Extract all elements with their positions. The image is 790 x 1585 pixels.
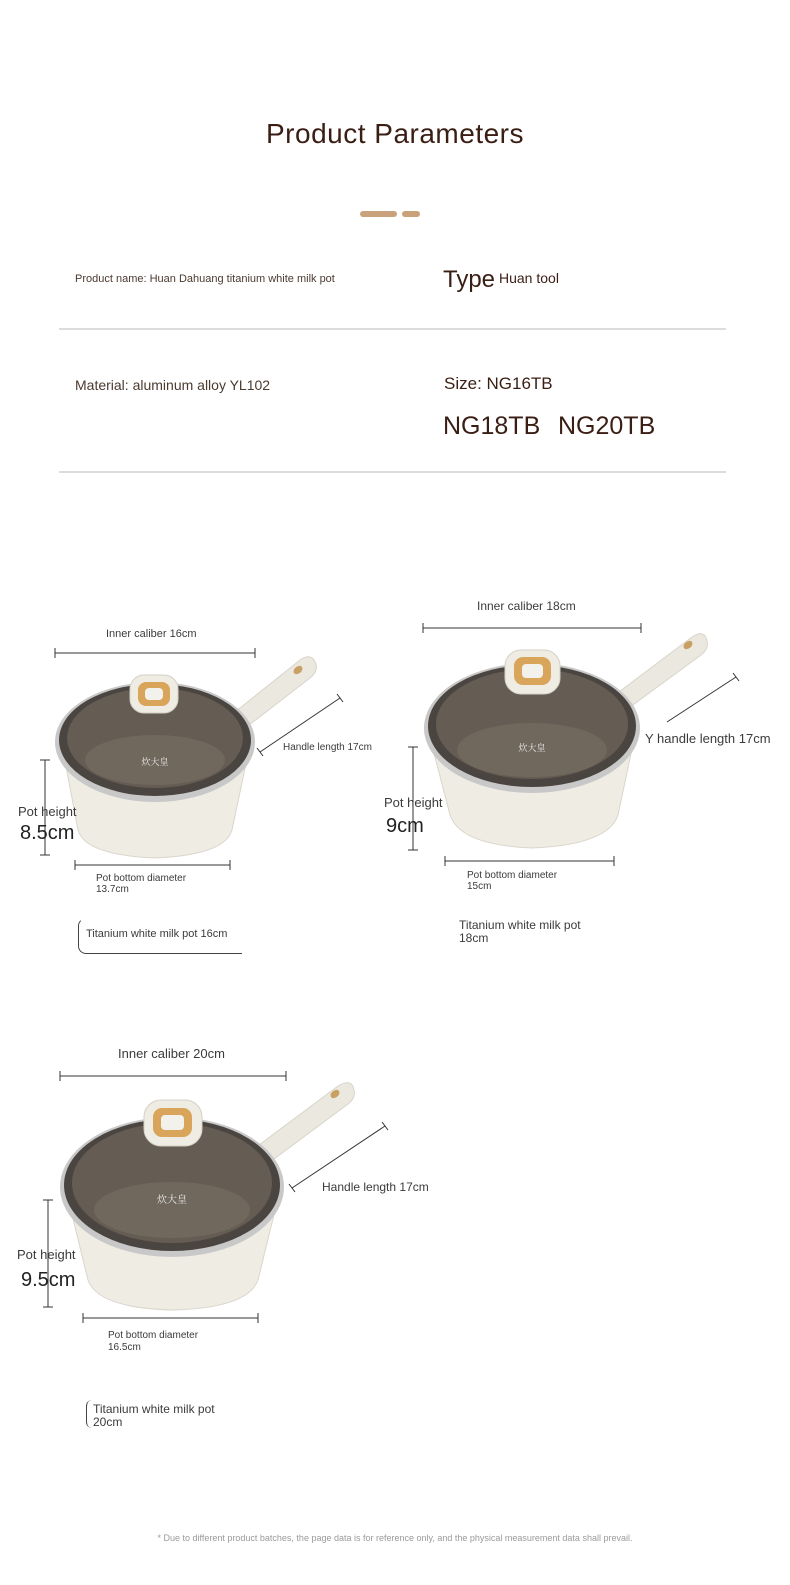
pot-height-value-20cm: 9.5cm (21, 1269, 76, 1291)
pot-height-value-16cm: 8.5cm (20, 822, 75, 844)
bottom-diameter-label-20cm: Pot bottom diameter (108, 1330, 199, 1341)
brand-mark-18cm: 炊大皇 (518, 744, 546, 754)
bottom-diameter-value-16cm: 13.7cm (96, 884, 129, 895)
divider-top (59, 328, 726, 330)
caption-line1-20cm: Titanium white milk pot (93, 1402, 215, 1416)
pot-height-label-18cm: Pot height (384, 795, 443, 810)
caption-line1-18cm: Titanium white milk pot (459, 918, 581, 932)
disclaimer-note: * Due to different product batches, the page data is for reference only, and the physical measurement data shall prevail. (157, 1533, 633, 1543)
handle-length-16cm: Handle length 17cm (283, 742, 372, 753)
caption-16cm: Titanium white milk pot 16cm (86, 928, 228, 940)
brand-mark-20cm: 炊大皇 (157, 1195, 187, 1206)
pot-figure-20cm (0, 1040, 450, 1440)
pot-illustration-20cm (0, 1040, 450, 1440)
title-accent-bar-short (402, 211, 420, 217)
pot-height-value-18cm: 9cm (386, 815, 424, 837)
inner-caliber-18cm: Inner caliber 18cm (477, 599, 576, 613)
caption-line2-18cm: 18cm (459, 931, 489, 945)
size-model-ng18tb: NG18TB (443, 412, 541, 440)
pot-illustration-18cm (380, 595, 790, 955)
title-accent-bar-long (360, 211, 397, 217)
page-title: Product Parameters (266, 118, 524, 149)
bottom-diameter-label-18cm: Pot bottom diameter (467, 870, 558, 881)
type-label: Type (443, 266, 496, 293)
bottom-diameter-value-18cm: 15cm (467, 881, 492, 892)
caption-line2-20cm: 20cm (93, 1415, 123, 1429)
bottom-diameter-label-16cm: Pot bottom diameter (96, 873, 187, 884)
inner-caliber-20cm: Inner caliber 20cm (118, 1046, 225, 1061)
pot-illustration-16cm (0, 620, 390, 960)
product-name: Product name: Huan Dahuang titanium white milk pot (75, 273, 335, 285)
brand-mark-16cm: 炊大皇 (141, 758, 169, 768)
material-spec: Material: aluminum alloy YL102 (75, 377, 271, 393)
bottom-diameter-value-20cm: 16.5cm (108, 1342, 141, 1353)
pot-figure-18cm (380, 595, 790, 955)
handle-length-20cm: Handle length 17cm (322, 1180, 429, 1194)
pot-figure-16cm (0, 620, 390, 960)
pot-height-label-16cm: Pot height (18, 804, 77, 819)
size-model-ng20tb: NG20TB (558, 412, 656, 440)
handle-length-18cm: Y handle length 17cm (645, 731, 771, 746)
pot-height-label-20cm: Pot height (17, 1247, 76, 1262)
size-spec: Size: NG16TB (444, 374, 553, 393)
inner-caliber-16cm: Inner caliber 16cm (106, 628, 197, 640)
type-value: Huan tool (499, 270, 559, 286)
divider-bottom (59, 471, 726, 473)
